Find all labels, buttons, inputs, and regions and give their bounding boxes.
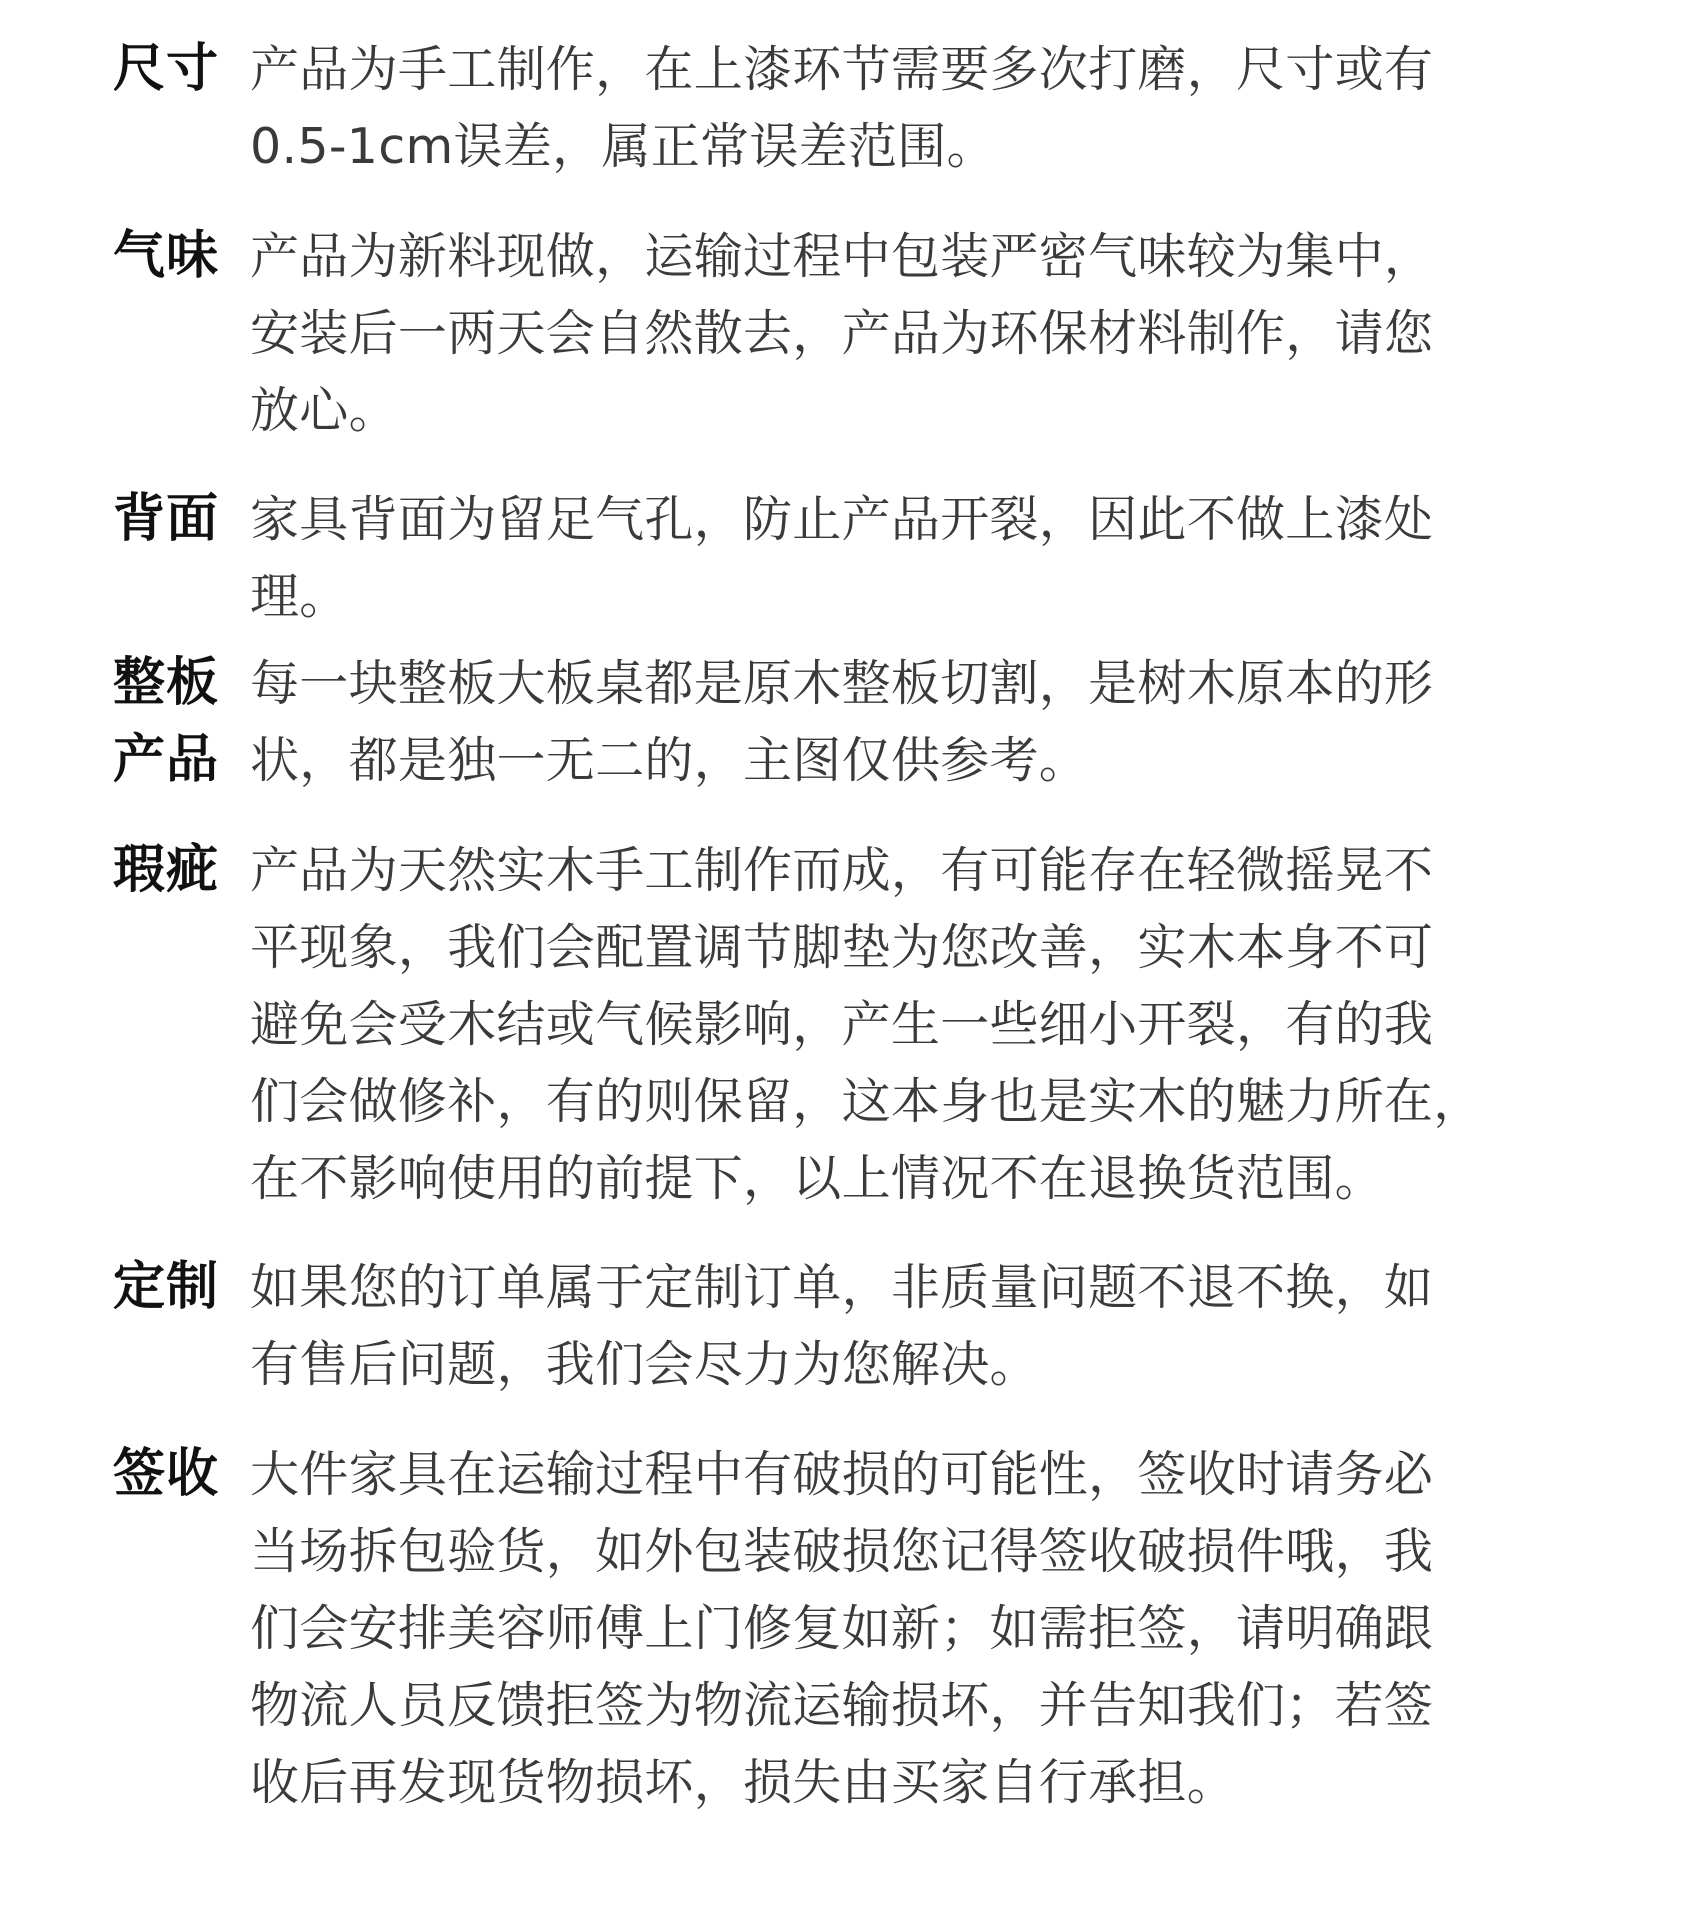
- note-receipt: [113, 1436, 1573, 1821]
- note-label: 气味: [113, 226, 220, 286]
- note-text: 大件家具在运输过程中有破损的可能性，签收时请务必 当场拆包验货，如外包装破损您记得签收破损件哦，我 们会安排美容师傅上门修复如新；如需拒签，请明确跟 物流人员反馈拒签为物流运输损坏，并告知我们；若签 收后再发现货物损坏，损失由买家自行承担。: [250, 1446, 1434, 1811]
- note-text: 产品为新料现做，运输过程中包装严密气味较为集中， 安装后一两天会自然散去，产品为环保材料制作，请您 放心。: [250, 228, 1434, 439]
- note-label: 瑕疵: [113, 840, 220, 900]
- note-whole-board: [113, 645, 1573, 799]
- note-custom: [113, 1249, 1573, 1403]
- note-label: 整板 产品: [113, 653, 220, 790]
- note-text: 如果您的订单属于定制订单，非质量问题不退不换，如 有售后问题，我们会尽力为您解决。: [250, 1259, 1434, 1393]
- note-label: 尺寸: [113, 39, 220, 99]
- note-text: 家具背面为留足气孔，防止产品开裂，因此不做上漆处 理。: [250, 491, 1434, 625]
- note-label: 签收: [113, 1444, 220, 1504]
- note-text: 每一块整板大板桌都是原木整板切割，是树木原本的形 状，都是独一无二的，主图仅供参考。: [250, 655, 1434, 789]
- note-back: [113, 481, 1573, 635]
- note-defects: [113, 832, 1573, 1217]
- note-label: 背面: [113, 489, 220, 549]
- note-size: [113, 31, 1573, 185]
- note-odor: [113, 218, 1573, 449]
- note-label: 定制: [113, 1257, 220, 1317]
- note-text: 产品为天然实木手工制作而成，有可能存在轻微摇晃不 平现象，我们会配置调节脚垫为您改善，实木本身不可 避免会受木结或气候影响，产生一些细小开裂，有的我 们会做修补，有的则保留，这本身也是实木的魅力所在， 在不影响使用的前提下，以上情况不在退换货范围。: [250, 842, 1483, 1207]
- note-text: 产品为手工制作，在上漆环节需要多次打磨，尺寸或有 0.5-1cm误差，属正常误差范围。: [250, 41, 1434, 175]
